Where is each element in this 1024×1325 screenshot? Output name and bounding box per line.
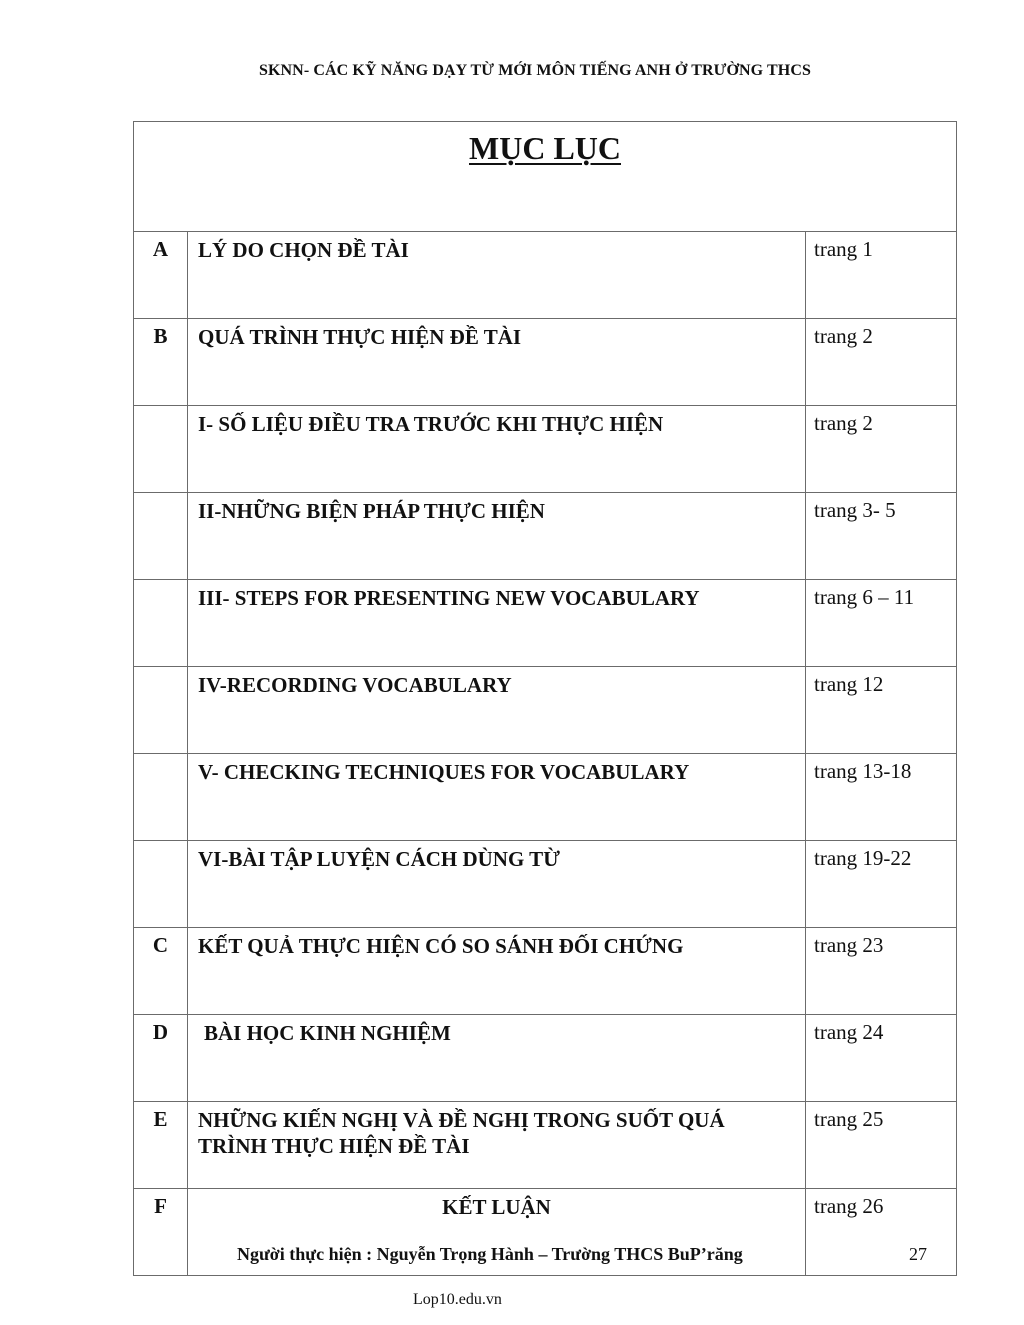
toc-row-d	[134, 1015, 957, 1102]
toc-row-page: trang 26	[806, 1189, 957, 1276]
toc-row-b	[134, 319, 957, 406]
toc-row-a	[134, 232, 957, 319]
toc-row-page: trang 2	[806, 319, 957, 406]
toc-row-page: trang 1	[806, 232, 957, 319]
toc-row-label: QUÁ TRÌNH THỰC HIỆN ĐỀ TÀI	[188, 319, 806, 406]
toc-row-b-iii	[134, 580, 957, 667]
toc-row-label: KẾT QUẢ THỰC HIỆN CÓ SO SÁNH ĐỐI CHỨNG	[188, 928, 806, 1015]
toc-row-page: trang 2	[806, 406, 957, 493]
toc-row-label: V- CHECKING TECHNIQUES FOR VOCABULARY	[188, 754, 806, 841]
toc-row-b-i	[134, 406, 957, 493]
toc-row-b-v	[134, 754, 957, 841]
toc-row-letter: D	[134, 1015, 188, 1102]
toc-row-letter	[134, 667, 188, 754]
toc-row-letter: F	[134, 1189, 188, 1276]
toc-row-b-vi	[134, 841, 957, 928]
toc-row-page: trang 24	[806, 1015, 957, 1102]
toc-row-e	[134, 1102, 957, 1189]
toc-row-page: trang 19-22	[806, 841, 957, 928]
toc-row-letter: C	[134, 928, 188, 1015]
page-number: 27	[909, 1244, 927, 1264]
toc-row-b-ii	[134, 493, 957, 580]
footer-author: Người thực hiện : Nguyễn Trọng Hành – Trường THCS BuP’răng	[237, 1244, 743, 1264]
toc-row-label: BÀI HỌC KINH NGHIỆM	[188, 1015, 806, 1102]
toc-row-label: III- STEPS FOR PRESENTING NEW VOCABULARY	[188, 580, 806, 667]
toc-row-label: NHỮNG KIẾN NGHỊ VÀ ĐỀ NGHỊ TRONG SUỐT QUÁ TRÌNH THỰC HIỆN ĐỀ TÀI	[188, 1102, 806, 1189]
toc-row-label: VI-BÀI TẬP LUYỆN CÁCH DÙNG TỪ	[188, 841, 806, 928]
running-header: SKNN- CÁC KỸ NĂNG DẠY TỪ MỚI MÔN TIẾNG ANH Ở TRƯỜNG THCS	[258, 62, 811, 79]
toc-row-letter	[134, 406, 188, 493]
toc-row-page: trang 3- 5	[806, 493, 957, 580]
toc-title: MỤC LỤC	[469, 130, 621, 166]
toc-row-letter	[134, 493, 188, 580]
table-of-contents	[133, 121, 957, 1276]
toc-row-page: trang 25	[806, 1102, 957, 1189]
toc-title-cell	[134, 122, 957, 232]
toc-row-label: I- SỐ LIỆU ĐIỀU TRA TRƯỚC KHI THỰC HIỆN	[188, 406, 806, 493]
toc-row-letter	[134, 580, 188, 667]
toc-row-letter: A	[134, 232, 188, 319]
toc-row-page: trang 12	[806, 667, 957, 754]
source-watermark: Lop10.edu.vn	[413, 1291, 502, 1308]
toc-row-page: trang 6 – 11	[806, 580, 957, 667]
toc-row-c	[134, 928, 957, 1015]
toc-row-page: trang 23	[806, 928, 957, 1015]
toc-row-b-iv	[134, 667, 957, 754]
toc-row-letter	[134, 754, 188, 841]
toc-row-label: IV-RECORDING VOCABULARY	[188, 667, 806, 754]
toc-row-page: trang 13-18	[806, 754, 957, 841]
toc-row-letter: B	[134, 319, 188, 406]
toc-row-letter: E	[134, 1102, 188, 1189]
toc-row-label: KẾT LUẬN	[188, 1189, 806, 1276]
toc-row-label: LÝ DO CHỌN ĐỀ TÀI	[188, 232, 806, 319]
toc-row-letter	[134, 841, 188, 928]
toc-row-label: II-NHỮNG BIỆN PHÁP THỰC HIỆN	[188, 493, 806, 580]
